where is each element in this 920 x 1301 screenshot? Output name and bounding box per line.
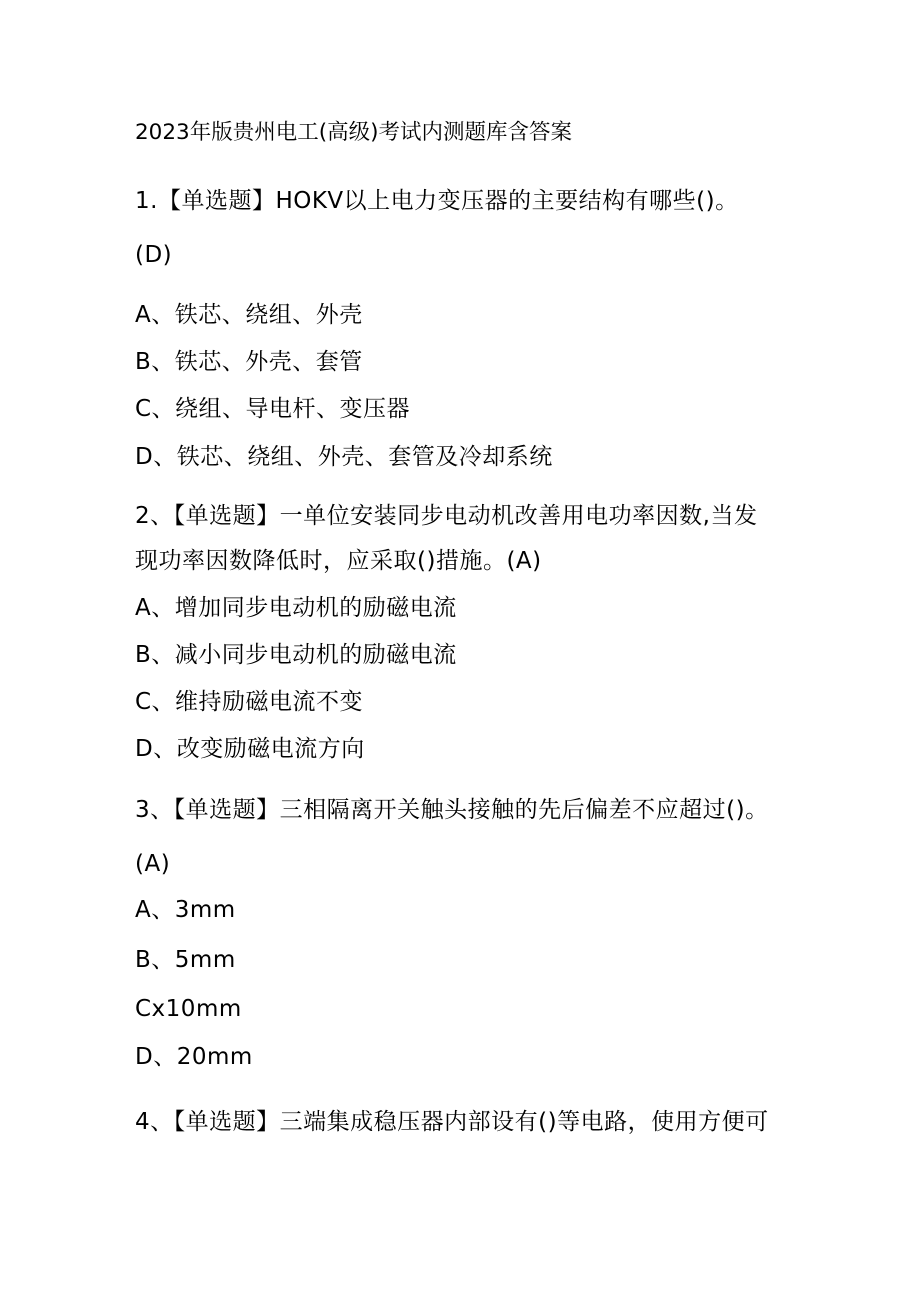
- question-4-stem: 4、【单选题】三端集成稳压器内部设有()等电路，使用方便可: [135, 1109, 769, 1135]
- question-2-option-b: B、减小同步电动机的励磁电流: [135, 642, 457, 668]
- question-3-option-b: B、5mm: [135, 947, 236, 973]
- question-2-option-c: C、维持励磁电流不变: [135, 689, 364, 715]
- question-3-option-c: Cx10mm: [135, 996, 242, 1022]
- question-1-stem: 1.【单选题】HOKV以上电力变压器的主要结构有哪些()。: [135, 188, 739, 214]
- question-1-option-b: B、铁芯、外壳、套管: [135, 349, 363, 375]
- question-2-stem-line-1: 2、【单选题】一单位安装同步电动机改善用电功率因数,当发: [135, 503, 758, 529]
- question-3-option-a: A、3mm: [135, 897, 236, 923]
- question-3-stem: 3、【单选题】三相隔离开关触头接触的先后偏差不应超过()。: [135, 797, 769, 823]
- question-2-stem-line-2: 现功率因数降低时，应采取()措施。(A): [135, 548, 542, 574]
- document-title: 2023年版贵州电工(高级)考试内测题库含答案: [135, 120, 572, 145]
- question-1-option-d: D、铁芯、绕组、外壳、套管及冷却系统: [135, 444, 553, 470]
- question-2-option-a: A、增加同步电动机的励磁电流: [135, 595, 457, 621]
- question-3-answer: (A): [135, 851, 171, 877]
- question-1-option-a: A、铁芯、绕组、外壳: [135, 302, 363, 328]
- question-1-option-c: C、绕组、导电杆、变压器: [135, 396, 411, 422]
- question-2-option-d: D、改变励磁电流方向: [135, 736, 365, 762]
- question-3-option-d: D、20mm: [135, 1044, 253, 1070]
- question-1-answer: (D): [135, 242, 173, 268]
